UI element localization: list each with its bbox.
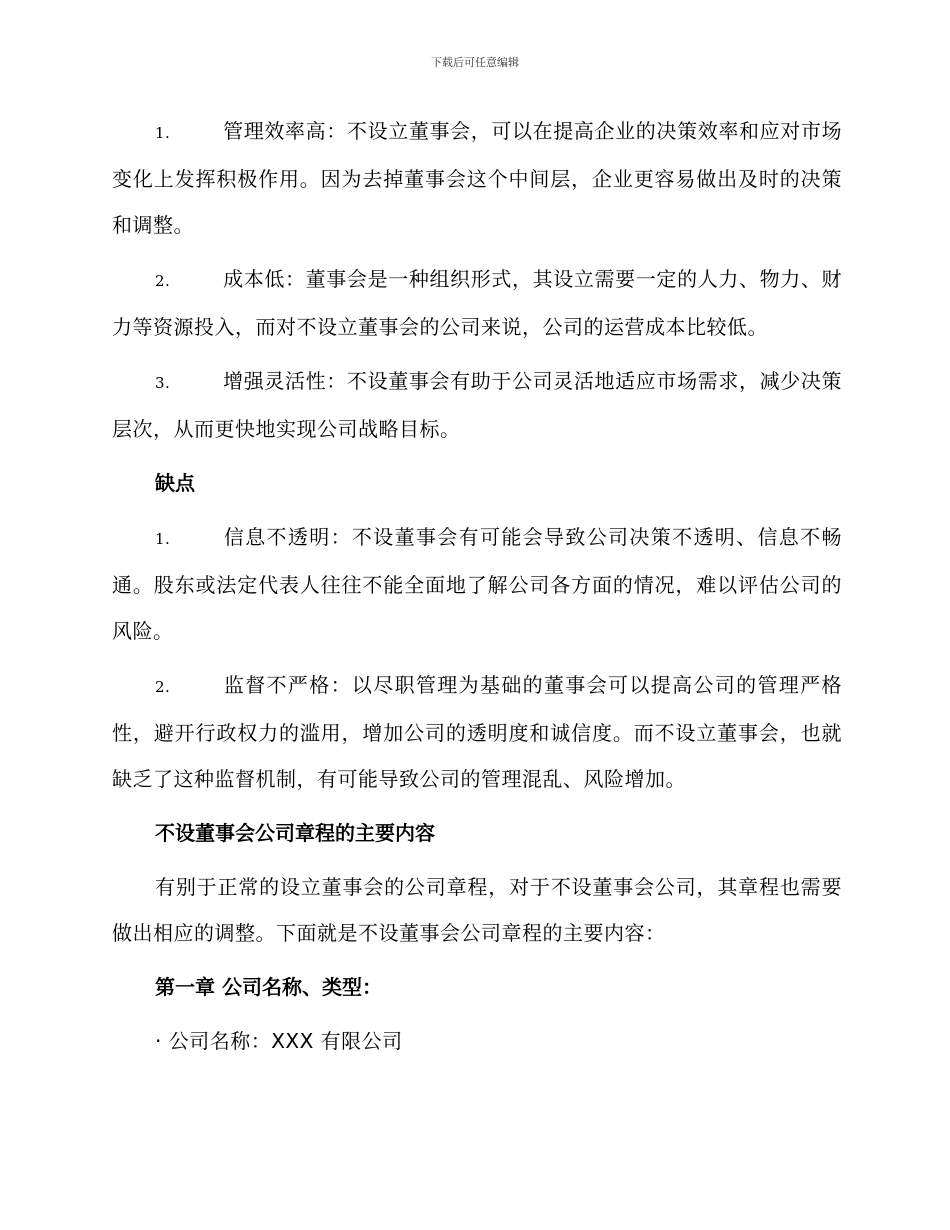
advantage-item-2 [112,256,842,350]
advantage-item-3 [112,358,842,452]
item-text: 管理效率高：不设立董事会，可以在提高企业的决策效率和应对市场变化上发挥积极作用。因为去掉董事会这个中间层，企业更容易做出及时的决策和调整。 [112,119,842,237]
item-text: 信息不透明：不设董事会有可能会导致公司决策不透明、信息不畅通。股东或法定代表人往往不能全面地了解公司各方面的情况，难以评估公司的风险。 [112,525,842,643]
document-body [112,108,842,1064]
item-text: 监督不严格：以尽职管理为基础的董事会可以提高公司的管理严格性，避开行政权力的滥用，增加公司的透明度和诚信度。而不设立董事会，也就缺乏了这种监督机制，有可能导致公司的管理混乱、风险增加。 [112,673,842,791]
item-number: 3. [155,374,171,392]
item-number: 2. [155,678,171,696]
disadvantages-heading: 缺点 [155,471,195,495]
item-number: 1. [155,530,171,548]
disadvantage-item-2 [112,662,842,802]
section-heading: 不设董事会公司章程的主要内容 [155,821,435,845]
disadvantage-item-1 [112,514,842,654]
chapter-heading: 第一章 公司名称、类型： [155,975,382,999]
item-number: 1. [155,124,171,142]
page-header: 下载后可任意编辑 [431,56,519,69]
item-text: 增强灵活性：不设董事会有助于公司灵活地适应市场需求，减少决策层次，从而更快地实现公司战略目标。 [112,369,842,441]
item-text: 成本低：董事会是一种组织形式，其设立需要一定的人力、物力、财力等资源投入，而对不设立董事会的公司来说，公司的运营成本比较低。 [112,267,842,339]
advantage-item-1 [112,108,842,248]
item-number: 2. [155,272,171,290]
bullet-item-company-name: · 公司名称：XXX 有限公司 [155,1029,403,1053]
intro-paragraph: 有别于正常的设立董事会的公司章程，对于不设董事会公司，其章程也需要做出相应的调整。下面就是不设董事会公司章程的主要内容： [112,875,842,945]
